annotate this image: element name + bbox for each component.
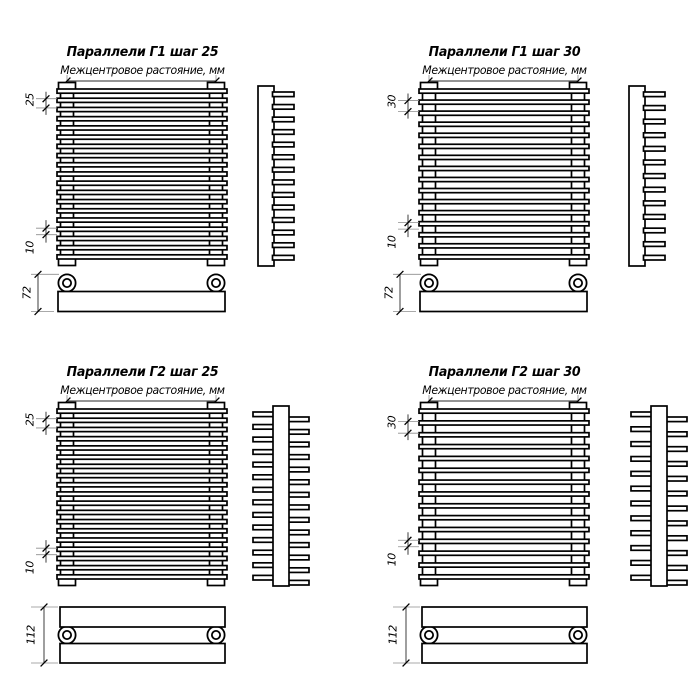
pipe-circle-inner [212, 279, 220, 287]
panel-title: Параллели Г2 шаг 30 [428, 364, 581, 380]
drawing-rect [422, 644, 587, 664]
drawing-rect [273, 130, 295, 135]
drawing-rect [666, 447, 688, 452]
drawing-rect [60, 607, 225, 627]
drawing-rect [57, 409, 227, 413]
panel-title: Параллели Г2 шаг 25 [66, 364, 219, 380]
drawing-rect [253, 525, 275, 530]
drawing-rect [57, 473, 227, 477]
dim-step-value: 30 [385, 415, 399, 429]
drawing-rect [57, 190, 227, 194]
drawing-rect [57, 200, 227, 204]
drawing-rect [288, 555, 310, 560]
center-distance-label: Межцентровое растояние, мм [60, 63, 225, 77]
drawing-rect [253, 500, 275, 505]
drawing-rect [419, 492, 589, 496]
pipe-circle-inner [425, 631, 433, 639]
drawing-rect [253, 425, 275, 430]
drawing-rect [273, 255, 295, 260]
drawing-rect [57, 418, 227, 422]
drawing-rect [57, 144, 227, 148]
drawing-rect [288, 455, 310, 460]
drawing-rect [666, 476, 688, 481]
drawing-rect [419, 188, 589, 192]
drawing-rect [288, 467, 310, 472]
drawing-rect [644, 119, 666, 124]
drawing-rect [666, 432, 688, 437]
pipe-circle-inner [63, 631, 71, 639]
drawing-rect [419, 255, 589, 259]
dim-depth-value: 112 [386, 625, 400, 645]
drawing-rect [253, 513, 275, 518]
drawing-rect [666, 551, 688, 556]
drawing-rect [57, 163, 227, 167]
drawing-rect [57, 556, 227, 560]
drawing-rect [60, 644, 225, 664]
drawing-rect [273, 117, 295, 122]
drawing-rect [419, 516, 589, 520]
drawing-rect [644, 242, 666, 247]
dim-step-value: 25 [23, 413, 37, 427]
pipe-circle-inner [63, 279, 71, 287]
drawing-rect [419, 211, 589, 215]
drawing-rect [57, 98, 227, 102]
drawing-rect [631, 501, 653, 506]
drawing-rect [253, 575, 275, 580]
drawing-rect [419, 122, 589, 126]
drawing-rect [57, 492, 227, 496]
drawing-rect [631, 457, 653, 462]
drawing-rect [644, 201, 666, 206]
drawing-rect [419, 133, 589, 137]
drawing-rect [57, 427, 227, 431]
drawing-rect [273, 243, 295, 248]
drawing-rect [419, 100, 589, 104]
drawing-rect [629, 86, 645, 266]
drawing-rect [666, 491, 688, 496]
drawing-rect [273, 218, 295, 223]
drawing-rect [420, 292, 587, 312]
drawing-rect [288, 568, 310, 573]
drawing-rect [253, 475, 275, 480]
drawing-rect [57, 510, 227, 514]
drawing-rect [288, 480, 310, 485]
drawing-rect [57, 181, 227, 185]
drawing-rect [666, 417, 688, 422]
drawing-rect [419, 433, 589, 437]
drawing-rect [253, 550, 275, 555]
drawing-rect [419, 409, 589, 413]
drawing-rect [644, 146, 666, 151]
drawing-rect [57, 575, 227, 579]
drawing-rect [419, 468, 589, 472]
center-distance-label: Межцентровое растояние, мм [422, 383, 587, 397]
drawing-rect [57, 246, 227, 250]
drawing-rect [666, 566, 688, 571]
drawing-rect [419, 200, 589, 204]
drawing-rect [419, 480, 589, 484]
drawing-rect [57, 153, 227, 157]
drawing-rect [666, 521, 688, 526]
drawing-rect [631, 561, 653, 566]
panel-title: Параллели Г1 шаг 30 [428, 44, 581, 60]
drawing-rect [273, 142, 295, 147]
drawing-rect [288, 580, 310, 585]
drawing-rect [57, 135, 227, 139]
drawing-rect [253, 437, 275, 442]
drawing-rect [273, 155, 295, 160]
drawing-rect [273, 406, 289, 586]
dim-offset-value: 10 [385, 553, 399, 567]
panel-parallels-g1-step25 [0, 0, 340, 352]
drawing-rect [644, 174, 666, 179]
panel-parallels-g2-step25 [0, 320, 340, 672]
drawing-rect [57, 501, 227, 505]
drawing-rect [258, 86, 274, 266]
drawing-rect [631, 575, 653, 580]
drawing-rect [253, 450, 275, 455]
drawing-rect [631, 412, 653, 417]
drawing-rect [57, 89, 227, 93]
drawing-rect [651, 406, 667, 586]
drawing-rect [273, 180, 295, 185]
drawing-rect [631, 442, 653, 447]
center-distance-label: Межцентровое растояние, мм [422, 63, 587, 77]
drawing-rect [419, 111, 589, 115]
dim-depth-value: 112 [24, 625, 38, 645]
drawing-rect [419, 144, 589, 148]
drawing-rect [419, 504, 589, 508]
drawing-rect [273, 105, 295, 110]
drawing-rect [419, 563, 589, 567]
dim-depth-value: 72 [382, 286, 396, 300]
drawing-rect [666, 462, 688, 467]
pipe-circle-inner [574, 279, 582, 287]
drawing-rect [273, 205, 295, 210]
drawing-rect [57, 547, 227, 551]
drawing-rect [419, 155, 589, 159]
drawing-rect [273, 167, 295, 172]
drawing-rect [253, 538, 275, 543]
drawing-rect [57, 209, 227, 213]
drawing-rect [419, 527, 589, 531]
drawing-rect [644, 215, 666, 220]
drawing-rect [58, 292, 225, 312]
drawing-rect [273, 230, 295, 235]
drawing-rect [644, 106, 666, 111]
drawing-rect [422, 607, 587, 627]
drawing-rect [644, 255, 666, 260]
drawing-rect [419, 575, 589, 579]
drawing-rect [419, 222, 589, 226]
drawing-rect [666, 580, 688, 585]
dim-offset-value: 10 [385, 235, 399, 249]
drawing-rect [57, 107, 227, 111]
drawing-rect [253, 487, 275, 492]
drawing-rect [631, 486, 653, 491]
drawing-rect [288, 530, 310, 535]
dim-step-value: 25 [23, 93, 37, 107]
drawing-rect [57, 126, 227, 130]
panel-parallels-g2-step30 [362, 320, 700, 672]
drawing-rect [419, 244, 589, 248]
drawing-rect [57, 529, 227, 533]
pipe-circle-inner [574, 631, 582, 639]
center-distance-label: Межцентровое растояние, мм [60, 383, 225, 397]
dim-offset-value: 10 [23, 241, 37, 255]
drawing-rect [57, 236, 227, 240]
dim-step-value: 30 [385, 95, 399, 109]
drawing-rect [288, 505, 310, 510]
drawing-rect [57, 520, 227, 524]
drawing-rect [644, 133, 666, 138]
drawing-rect [419, 456, 589, 460]
drawing-rect [419, 89, 589, 93]
drawing-rect [57, 483, 227, 487]
drawing-rect [57, 255, 227, 259]
drawing-rect [288, 543, 310, 548]
drawing-rect [644, 92, 666, 97]
drawing-rect [57, 538, 227, 542]
drawing-rect [288, 442, 310, 447]
drawing-rect [57, 437, 227, 441]
pipe-circle-inner [425, 279, 433, 287]
dim-depth-value: 72 [20, 286, 34, 300]
drawing-rect [644, 228, 666, 233]
drawing-rect [419, 445, 589, 449]
drawing-rect [419, 166, 589, 170]
drawing-rect [57, 566, 227, 570]
drawing-rect [57, 455, 227, 459]
dim-offset-value: 10 [23, 561, 37, 575]
drawing-rect [419, 539, 589, 543]
drawing-rect [57, 446, 227, 450]
drawing-rect [253, 563, 275, 568]
drawing-rect [288, 518, 310, 523]
drawing-rect [631, 531, 653, 536]
drawing-rect [644, 187, 666, 192]
drawing-rect [666, 506, 688, 511]
drawing-rect [644, 160, 666, 165]
drawing-rect [57, 218, 227, 222]
drawing-rect [631, 427, 653, 432]
drawing-rect [631, 546, 653, 551]
drawing-rect [419, 551, 589, 555]
drawing-rect [288, 492, 310, 497]
drawing-rect [288, 430, 310, 435]
drawing-rect [419, 177, 589, 181]
panel-title: Параллели Г1 шаг 25 [66, 44, 219, 60]
drawing-rect [288, 417, 310, 422]
drawing-rect [419, 421, 589, 425]
panel-parallels-g1-step30 [362, 0, 700, 352]
drawing-rect [631, 516, 653, 521]
drawing-rect [253, 412, 275, 417]
drawing-rect [631, 471, 653, 476]
drawing-rect [57, 464, 227, 468]
pipe-circle-inner [212, 631, 220, 639]
drawing-rect [273, 92, 295, 97]
drawing-rect [57, 172, 227, 176]
drawing-rect [273, 193, 295, 198]
drawing-rect [419, 233, 589, 237]
drawing-rect [666, 536, 688, 541]
drawing-rect [57, 227, 227, 231]
drawing-rect [253, 462, 275, 467]
drawing-rect [57, 117, 227, 121]
